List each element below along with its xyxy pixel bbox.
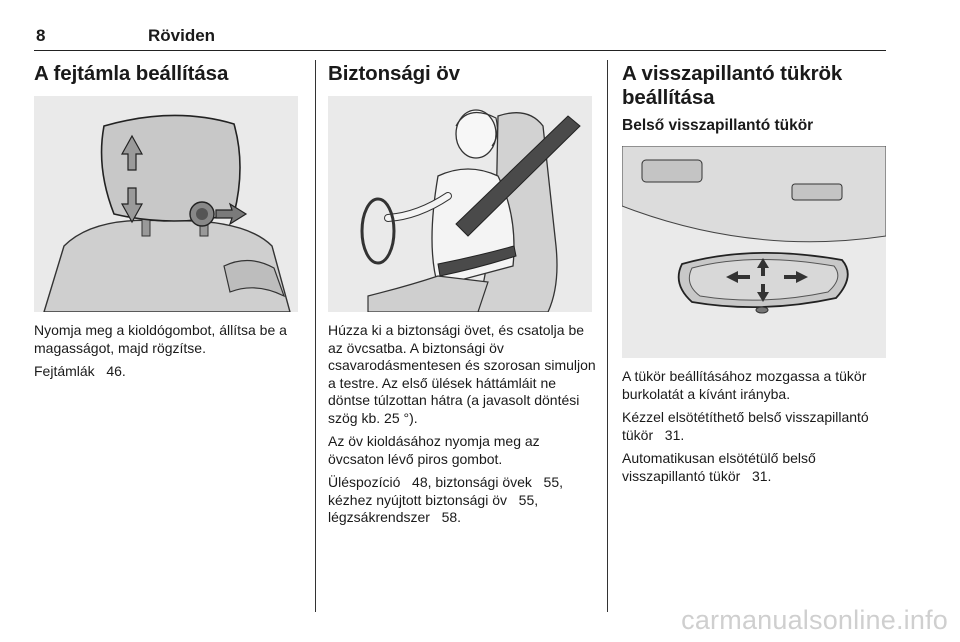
section-title: A fejtámla beállítása — [34, 62, 229, 85]
watermark-text: carmanualsonline.info — [681, 605, 948, 635]
page-header — [34, 22, 886, 51]
section-title: Biztonsági öv — [328, 62, 460, 85]
section-seatbelt — [328, 62, 596, 533]
column-divider — [607, 60, 608, 612]
subsection-title: Belső visszapillantó tükör — [622, 117, 814, 134]
instruction-text: Nyomja meg a kioldógombot, állítsa be a magasságot, majd rögzítse. — [34, 322, 287, 356]
reference-text: Kézzel elsötétíthető belső visszapillantó tükör 31. — [622, 409, 869, 443]
reference-text: Üléspozíció 48, biztonsági övek 55, kézhez nyújtott biztonsági öv 55, légzsákrendszer 58. — [328, 474, 564, 525]
instruction-text: A tükör beállításához mozgassa a tükör burkolatát a kívánt irányba. — [622, 368, 867, 402]
reference-text: Fejtámlák 46. — [34, 363, 126, 379]
column-divider — [315, 60, 316, 612]
section-title: A visszapillantó tükrök beállítása — [622, 62, 843, 109]
section-mirrors — [622, 62, 890, 491]
seatbelt-driver-illustration — [328, 96, 592, 312]
instruction-text: Az öv kioldásához nyomja meg az övcsaton lévő piros gombot. — [328, 433, 540, 467]
reference-text: Automatikusan elsötétülő belső visszapillantó tükör 31. — [622, 450, 816, 484]
section-headrest — [34, 62, 302, 387]
rearview-mirror-illustration — [622, 146, 886, 358]
chapter-title: Röviden — [148, 26, 216, 45]
instruction-text: Húzza ki a biztonsági övet, és csatolja be az övcsatba. A biztonsági öv csavarodásmentesen és szorosan simuljon a testre. Az első ülések háttámláit ne döntse túlzottan hátra (a javasolt döntési szög kb. 25 °). — [328, 322, 596, 426]
page-number: 8 — [36, 26, 46, 45]
headrest-illustration — [34, 96, 298, 312]
